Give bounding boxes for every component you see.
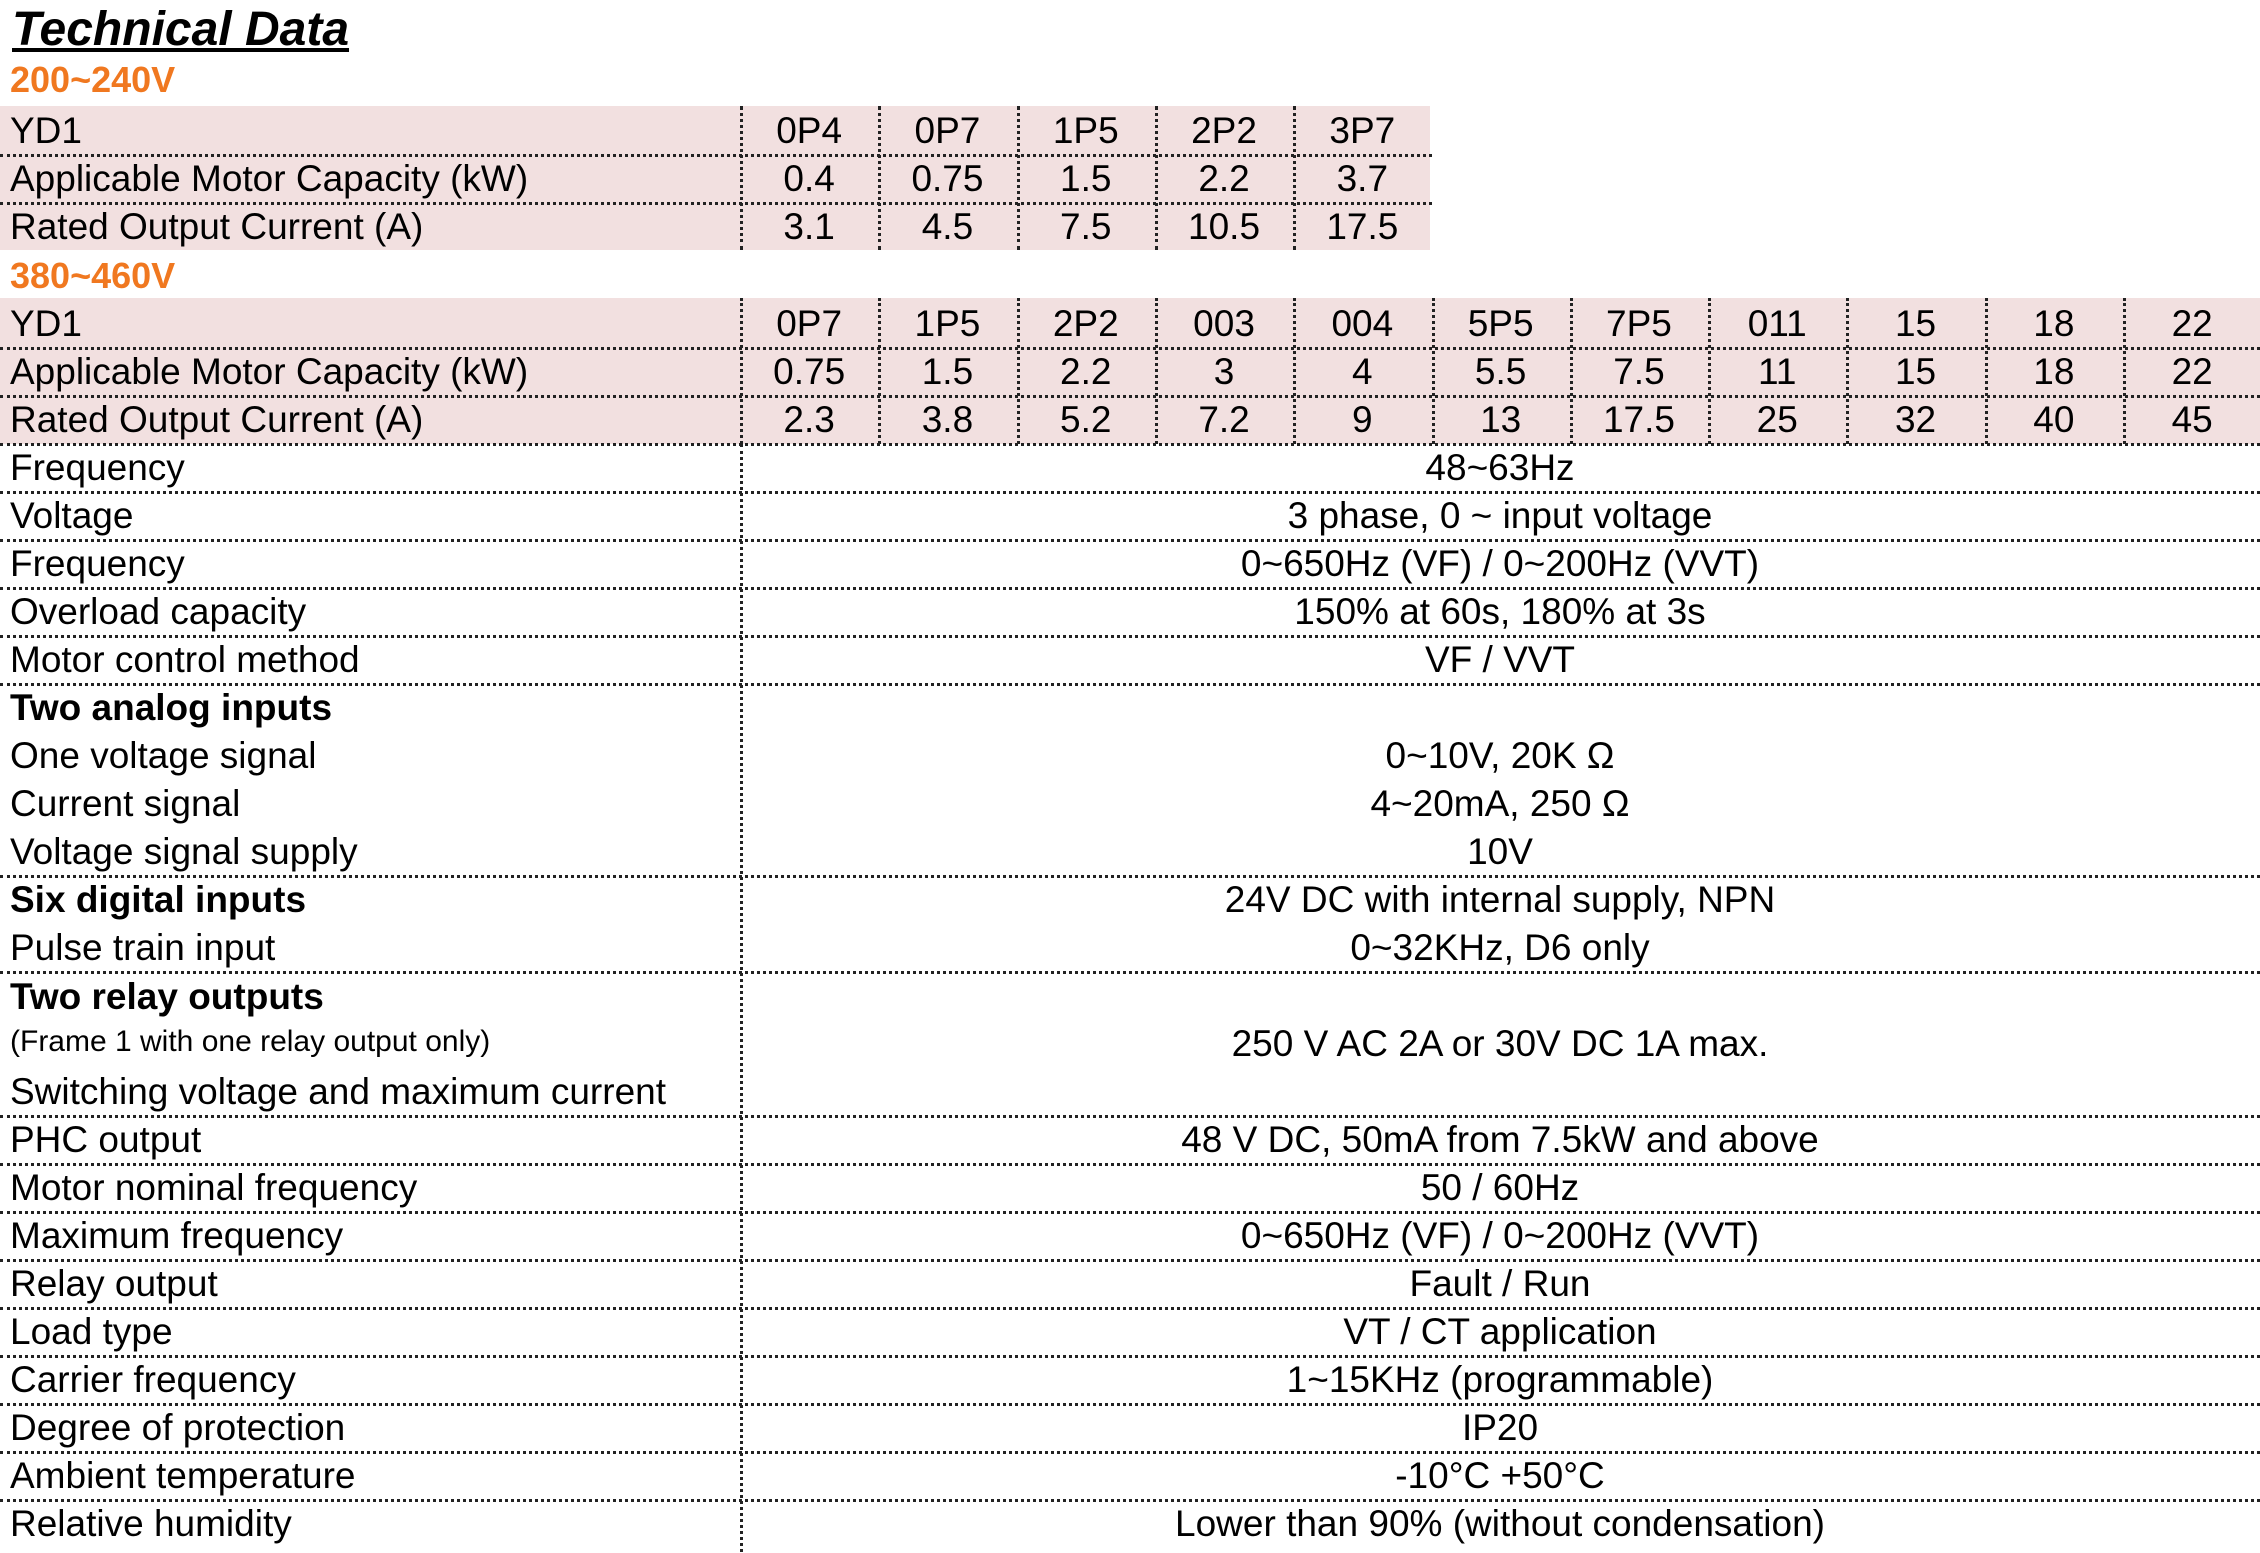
model-value: 18 [2033,351,2075,392]
column-divider [1293,298,1296,444]
spec-label: Frequency [10,543,185,584]
row-label: Rated Output Current (A) [10,399,424,440]
spec-value: 0~650Hz (VF) / 0~200Hz (VVT) [1240,543,1760,584]
spec-value: VT / CT application [1343,1311,1657,1352]
column-divider [1017,298,1020,444]
spec-value: Lower than 90% (without condensation) [1175,1503,1825,1544]
model-value: 003 [1193,303,1255,344]
spec-label: Degree of protection [10,1407,346,1448]
model-value: 15 [1894,303,1937,344]
row-divider [0,1211,2260,1214]
row-label: Applicable Motor Capacity (kW) [10,351,529,392]
spec-label: Pulse train input [10,927,276,968]
column-divider [1155,298,1158,444]
spec-label: Motor control method [10,639,360,680]
row-divider [0,1259,2260,1262]
model-value: 7.5 [1060,206,1112,247]
column-divider [878,298,881,444]
row-label: YD1 [10,110,82,151]
spec-value: VF / VVT [1424,639,1576,680]
row-divider [0,1403,2260,1406]
row-label: Rated Output Current (A) [10,206,424,247]
model-value: 22 [2171,351,2213,392]
spec-value: 24V DC with internal supply, NPN [1224,879,1776,920]
spec-label: Current signal [10,783,241,824]
spec-value: -10°C +50°C [1395,1455,1605,1496]
column-divider [1293,106,1296,250]
row-divider [0,1451,2260,1454]
model-value: 1P5 [914,303,981,344]
row-divider [0,1163,2260,1166]
row-divider [0,1307,2260,1310]
column-divider [1708,298,1711,444]
column-divider [740,444,743,1552]
spec-value: 4~20mA, 250 Ω [1370,783,1630,824]
model-value: 0.4 [783,158,835,199]
model-value: 10.5 [1188,206,1261,247]
spec-label: One voltage signal [10,735,317,776]
page-title: Technical Data [12,3,350,56]
spec-value: 50 / 60Hz [1420,1167,1580,1208]
column-divider [740,106,743,250]
spec-label: Relay output [10,1263,218,1304]
row-divider [0,491,2260,494]
spec-value: 150% at 60s, 180% at 3s [1294,591,1706,632]
row-divider [0,202,1432,205]
model-value: 40 [2033,399,2075,440]
model-value: 2P2 [1191,110,1257,151]
model-value: 3.8 [921,399,974,440]
model-value: 22 [2171,303,2213,344]
row-divider [0,395,2260,398]
model-value: 2.2 [1198,158,1250,199]
model-value: 13 [1480,399,1522,440]
model-value: 004 [1331,303,1394,344]
voltage-heading-b: 380~460V [10,255,176,296]
spec-value: 0~650Hz (VF) / 0~200Hz (VVT) [1240,1215,1760,1256]
model-value: 3 [1213,351,1235,392]
spec-label: Ambient temperature [10,1455,356,1496]
model-value: 11 [1758,351,1797,392]
column-divider [1570,298,1573,444]
model-value: 25 [1756,399,1798,440]
row-divider [0,443,2260,446]
model-value: 1P5 [1052,110,1119,151]
model-value: 0P7 [776,303,843,344]
spec-value: IP20 [1461,1407,1539,1448]
voltage-heading-a: 200~240V [10,59,176,100]
model-value: 45 [2171,399,2213,440]
spec-value: 1~15KHz (programmable) [1286,1359,1714,1400]
model-value: 32 [1894,399,1937,440]
spec-group-heading: Two analog inputs [10,687,333,728]
row-divider [0,683,2260,686]
spec-label: Motor nominal frequency [10,1167,418,1208]
column-divider [2123,298,2126,444]
model-value: 3.1 [783,206,835,247]
spec-label: Voltage [10,495,134,536]
model-value: 0P4 [776,110,843,151]
spec-label: Load type [10,1311,173,1352]
row-divider [0,539,2260,542]
row-divider [0,587,2260,590]
column-divider [1017,106,1020,250]
row-divider [0,1355,2260,1358]
row-divider [0,971,2260,974]
row-divider [0,635,2260,638]
model-value: 011 [1747,303,1807,344]
spec-note: (Frame 1 with one relay output only) [10,1025,491,1058]
model-value: 7.2 [1198,399,1250,440]
model-value: 2P2 [1052,303,1119,344]
model-value: 9 [1352,399,1373,440]
row-divider [0,347,2260,350]
model-value: 1.5 [921,351,974,392]
row-divider [0,1115,2260,1118]
spec-value: 10V [1467,831,1533,872]
spec-label: Switching voltage and maximum current [10,1071,667,1112]
model-value: 5.2 [1060,399,1112,440]
model-value: 5.5 [1474,351,1527,392]
column-divider [1432,298,1435,444]
column-divider [1846,298,1849,444]
spec-value: 0~10V, 20K Ω [1385,735,1615,776]
model-value: 15 [1894,351,1937,392]
column-divider [1155,106,1158,250]
spec-value: 3 phase, 0 ~ input voltage [1287,495,1713,536]
spec-group-heading: Two relay outputs [10,976,324,1017]
spec-label: Overload capacity [10,591,307,632]
model-value: 2.3 [783,399,835,440]
model-value: 4.5 [921,206,974,247]
spec-label: Frequency [10,447,185,488]
column-divider [878,106,881,250]
model-value: 17.5 [1602,399,1675,440]
model-value: 0P7 [914,110,981,151]
model-value: 17.5 [1326,206,1399,247]
spec-label: Maximum frequency [10,1215,344,1256]
spec-value: 250 V AC 2A or 30V DC 1A max. [1231,1023,1769,1064]
model-value: 7P5 [1606,303,1672,344]
model-value: 5P5 [1467,303,1534,344]
model-value: 0.75 [773,351,846,392]
model-value: 7.5 [1613,351,1665,392]
spec-label: Carrier frequency [10,1359,296,1400]
model-value: 0.75 [911,158,984,199]
row-label: YD1 [10,303,82,344]
model-value: 2.2 [1060,351,1112,392]
model-value: 4 [1352,351,1373,392]
spec-label: Voltage signal supply [10,831,358,872]
spec-value: 48 V DC, 50mA from 7.5kW and above [1181,1119,1819,1160]
column-divider [740,298,743,444]
row-divider [0,1499,2260,1502]
spec-value: Fault / Run [1409,1263,1591,1304]
spec-label: Relative humidity [10,1503,292,1544]
row-label: Applicable Motor Capacity (kW) [10,158,529,199]
row-divider [0,154,1432,157]
row-divider [0,875,2260,878]
spec-group-heading: Six digital inputs [10,879,307,920]
model-value: 18 [2033,303,2075,344]
column-divider [1985,298,1988,444]
spec-label: PHC output [10,1119,202,1160]
model-value: 1.5 [1060,158,1112,199]
spec-value: 0~32KHz, D6 only [1350,927,1650,968]
spec-value: 48~63Hz [1425,447,1575,488]
model-value: 3P7 [1329,110,1396,151]
model-value: 3.7 [1336,158,1389,199]
